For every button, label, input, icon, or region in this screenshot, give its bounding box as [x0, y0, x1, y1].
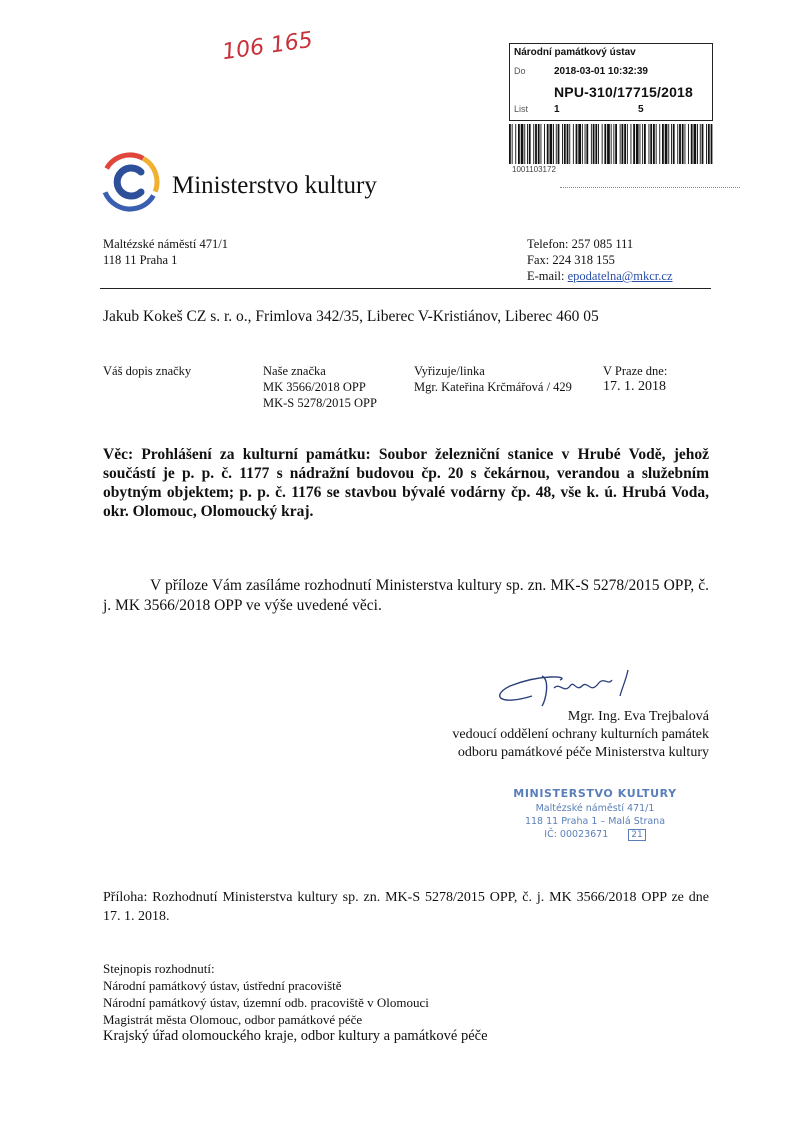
handled-label: Vyřizuje/linka — [414, 364, 485, 378]
copies-list — [103, 960, 488, 1045]
registry-institution: Národní památkový ústav — [514, 47, 636, 58]
copy-item: Národní památkový ústav, ústřední pracoviště — [103, 978, 342, 993]
signatory-name: Mgr. Ing. Eva Trejbalová — [567, 709, 709, 724]
signatory-role-1: vedoucí oddělení ochrany kulturních památek — [452, 727, 709, 742]
ministry-logo — [100, 152, 160, 212]
registry-reference: NPU-310/17715/2018 — [554, 84, 694, 100]
place-date-label: V Praze dne: — [603, 364, 668, 378]
place-date — [603, 363, 667, 395]
stamp-line-1: MINISTERSTVO KULTURY — [513, 787, 677, 800]
email-label: E-mail: — [527, 269, 568, 283]
our-ref-label: Naše značka — [263, 364, 326, 378]
copy-item: Národní památkový ústav, územní odb. pracoviště v Olomouci — [103, 995, 429, 1010]
attachment: Příloha: Rozhodnutí Ministerstva kultury sp. zn. MK-S 5278/2015 OPP, č. j. MK 3566/2018 OPP ze dne 17. 1. 2018. — [103, 890, 709, 924]
handled-name: Mgr. Kateřina Krčmářová / 429 — [414, 380, 572, 394]
fax: Fax: 224 318 155 — [527, 253, 615, 267]
ministry-contact — [527, 236, 673, 284]
address-line-1: Maltézské náměstí 471/1 — [103, 237, 228, 251]
body-text: V příloze Vám zasíláme rozhodnutí Ministerstva kultury sp. zn. MK-S 5278/2015 OPP, č. j. MK 3566/2018 OPP ve výše uvedené věci. — [103, 577, 709, 614]
ministry-address — [103, 236, 228, 268]
our-ref-1: MK 3566/2018 OPP — [263, 380, 366, 394]
handled-by — [414, 363, 572, 395]
stamp-box: 21 — [628, 829, 645, 841]
barcode-number: 1001103172 — [512, 165, 556, 174]
divider — [560, 187, 740, 188]
email-link[interactable]: epodatelna@mkcr.cz — [567, 269, 673, 283]
handwritten-number: 106 165 — [220, 27, 315, 66]
stamp-line-2: Maltézské náměstí 471/1 — [535, 803, 655, 814]
registry-sheet: 1 — [554, 104, 560, 115]
copies-title: Stejnopis rozhodnutí: — [103, 961, 215, 976]
signatory — [400, 708, 709, 762]
signatory-role-2: odboru památkové péče Ministerstva kultury — [457, 745, 709, 760]
our-ref-2: MK-S 5278/2015 OPP — [263, 396, 377, 410]
phone: Telefon: 257 085 111 — [527, 237, 634, 251]
stamp-line-4 — [505, 829, 685, 841]
your-ref-label: Váš dopis značky — [103, 364, 192, 378]
letter-date: 17. 1. 2018 — [603, 379, 666, 394]
subject: Věc: Prohlášení za kulturní památku: Soubor železniční stanice v Hrubé Vodě, jehož součástí je p. p. č. 1177 s nádražní budovou čp. 20 s čekárnou, verandou a služebním obytným objektem; p. p. č. 1176 se stavbou bývalé vodárny čp. 48, vše k. ú. Hrubá Voda, okr. Olomouc, Olomoucký kraj. — [103, 446, 709, 520]
official-stamp — [505, 787, 685, 841]
registry-stamp — [509, 43, 713, 121]
our-ref — [263, 363, 377, 411]
email-line — [527, 268, 673, 284]
signature-scribble — [480, 666, 660, 710]
header-rule — [100, 288, 711, 289]
copy-item: Magistrát města Olomouc, odbor památkové péče — [103, 1012, 363, 1027]
address-line-2: 118 11 Praha 1 — [103, 253, 178, 267]
copy-item: Krajský úřad olomouckého kraje, odbor kultury a památkové péče — [103, 1028, 488, 1044]
registry-sheet-label: List — [514, 104, 529, 114]
stamp-ico: IČ: 00023671 — [544, 829, 609, 840]
barcode — [509, 124, 713, 164]
ministry-name: Ministerstvo kultury — [172, 172, 377, 199]
registry-date-label: Do — [514, 66, 526, 76]
registry-datetime: 2018-03-01 10:32:39 — [554, 66, 648, 77]
stamp-line-3: 118 11 Praha 1 – Malá Strana — [524, 816, 666, 827]
recipient: Jakub Kokeš CZ s. r. o., Frimlova 342/35, Liberec V-Kristiánov, Liberec 460 05 — [103, 308, 599, 325]
registry-count: 5 — [638, 104, 644, 115]
